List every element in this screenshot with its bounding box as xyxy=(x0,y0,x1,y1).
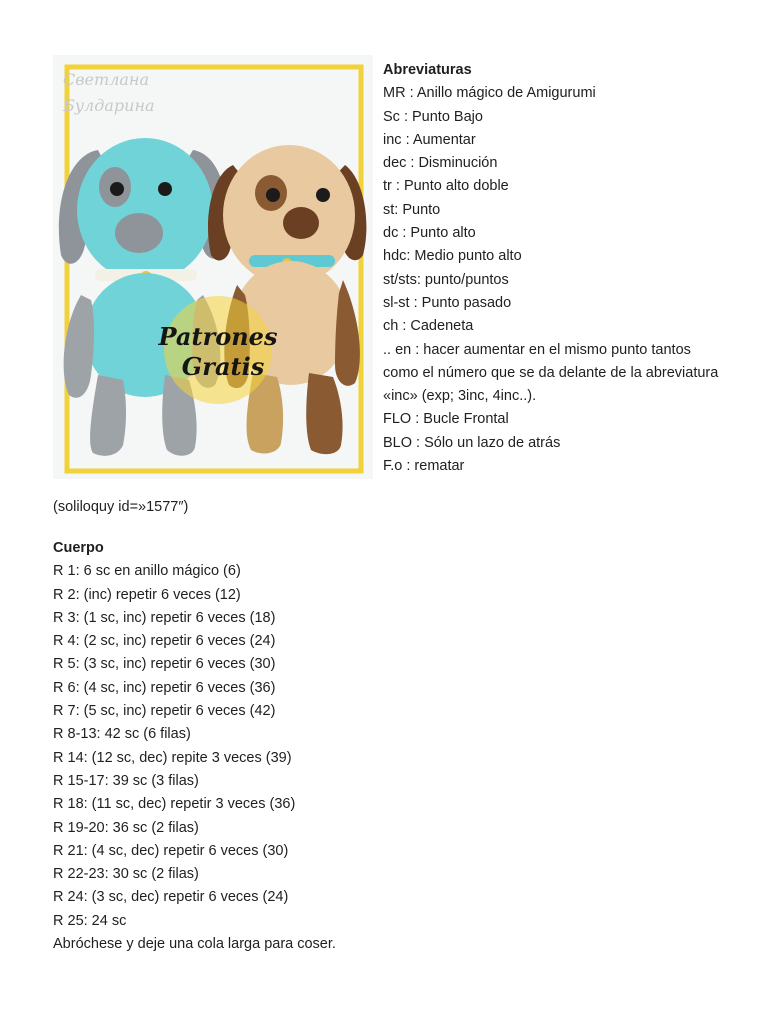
abbreviation-line: «inc» (exp; 3inc, 4inc..). xyxy=(383,388,537,405)
finishing-instruction: Abróchese y deje una cola larga para coser. xyxy=(53,936,336,953)
amigurumi-dogs-photo xyxy=(53,55,373,479)
abbreviation-line: ch : Cadeneta xyxy=(383,318,474,335)
pattern-row: R 19-20: 36 sc (2 filas) xyxy=(53,819,199,836)
pattern-row: R 14: (12 sc, dec) repite 3 veces (39) xyxy=(53,749,292,766)
amigurumi-dogs-illustration xyxy=(53,55,373,479)
pattern-row: R 24: (3 sc, dec) repetir 6 veces (24) xyxy=(53,889,289,906)
abbreviations-heading: Abreviaturas xyxy=(383,62,472,78)
watermark-line-1: Светлана xyxy=(63,70,149,89)
abbreviation-line: como el número que se da delante de la abreviatura xyxy=(383,364,719,381)
pattern-row: R 21: (4 sc, dec) repetir 6 veces (30) xyxy=(53,842,289,859)
abbreviation-line: inc : Aumentar xyxy=(383,131,476,148)
abbreviation-line: dec : Disminución xyxy=(383,155,498,172)
abbreviation-line: dc : Punto alto xyxy=(383,225,476,242)
abbreviation-line: hdc: Medio punto alto xyxy=(383,248,522,265)
pattern-row: R 7: (5 sc, inc) repetir 6 veces (42) xyxy=(53,703,276,720)
pattern-row: R 3: (1 sc, inc) repetir 6 veces (18) xyxy=(53,609,276,626)
body-heading: Cuerpo xyxy=(53,540,104,556)
pattern-row: R 15-17: 39 sc (3 filas) xyxy=(53,772,199,789)
badge-text-line-1: Patrones xyxy=(158,322,278,351)
abbreviation-line: tr : Punto alto doble xyxy=(383,178,509,195)
body-pattern-section xyxy=(53,537,733,956)
abbreviation-line: st/sts: punto/puntos xyxy=(383,271,509,288)
pattern-row: R 2: (inc) repetir 6 veces (12) xyxy=(53,586,241,603)
pattern-row: R 25: 24 sc xyxy=(53,912,127,929)
pattern-row: R 22-23: 30 sc (2 filas) xyxy=(53,866,199,883)
badge-text-line-2: Gratis xyxy=(181,352,265,381)
pattern-row: R 6: (4 sc, inc) repetir 6 veces (36) xyxy=(53,679,276,696)
pattern-row: R 5: (3 sc, inc) repetir 6 veces (30) xyxy=(53,656,276,673)
abbreviation-line: .. en : hacer aumentar en el mismo punto tantos xyxy=(383,341,691,358)
abbreviation-line: BLO : Sólo un lazo de atrás xyxy=(383,434,561,451)
pattern-row: R 1: 6 sc en anillo mágico (6) xyxy=(53,563,241,580)
abbreviation-line: st: Punto xyxy=(383,201,441,218)
abbreviation-line: MR : Anillo mágico de Amigurumi xyxy=(383,85,596,102)
abbreviation-line: Sc : Punto Bajo xyxy=(383,108,483,125)
watermark-line-2: Булдарина xyxy=(63,96,155,115)
slideshow-shortcode-text: (soliloquy id=»1577″) xyxy=(53,499,189,515)
abbreviations-section xyxy=(383,59,743,478)
pattern-row: R 8-13: 42 sc (6 filas) xyxy=(53,726,191,743)
pattern-row: R 4: (2 sc, inc) repetir 6 veces (24) xyxy=(53,633,276,650)
pattern-row: R 18: (11 sc, dec) repetir 3 veces (36) xyxy=(53,796,296,813)
abbreviation-line: sl-st : Punto pasado xyxy=(383,294,512,311)
abbreviation-line: FLO : Bucle Frontal xyxy=(383,411,509,428)
abbreviation-line: F.o : rematar xyxy=(383,458,465,475)
